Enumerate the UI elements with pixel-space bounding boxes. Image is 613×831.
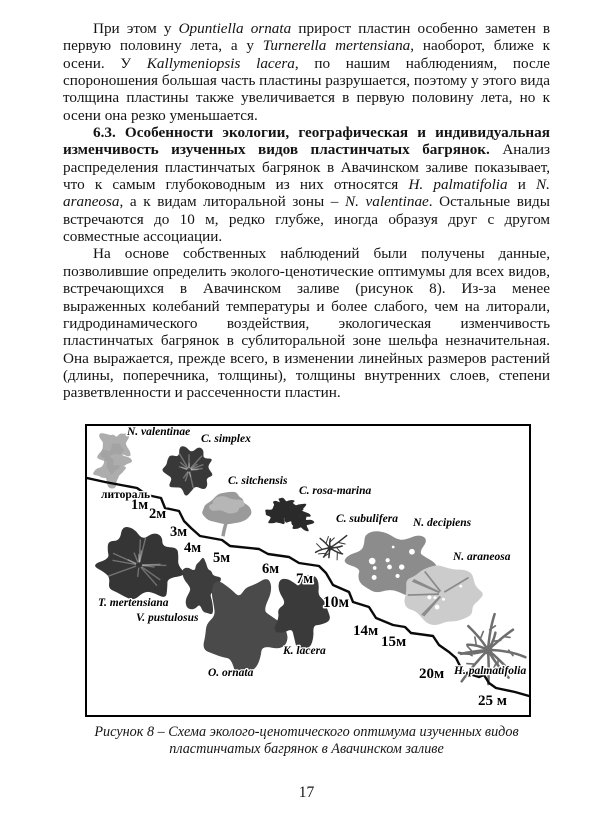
figure-caption-line-1: Рисунок 8 – Схема эколого-ценотического оптимума изученных видов [94, 724, 519, 740]
depth-label-4: 4м [184, 540, 202, 556]
paragraph-section-6-3-heading-and-text [63, 124, 550, 245]
figure-8 [85, 424, 531, 717]
text-run: Turnerella mertensiana [262, 37, 411, 55]
paragraph-growth-seasonality [63, 20, 550, 124]
alga-c-simplex-illustration [162, 446, 212, 495]
figure-caption-line-2: пластинчатых багрянок в Авачинском заливе [169, 741, 444, 757]
species-label-c-subulifera: C. subulifera [336, 513, 398, 525]
species-label-n-valentinae: N. valentinae [127, 426, 191, 438]
page-number: 17 [298, 784, 315, 801]
text-run: 6.3. Особенности экологии, географическая и индивидуальная изменчивость изученных видов пластинчатых багрянок. [63, 124, 550, 159]
alga-c-subulifera-illustration [316, 536, 347, 560]
depth-label-3: 3м [170, 524, 188, 540]
species-label-n-decipiens: N. decipiens [413, 517, 472, 529]
text-run: и [507, 176, 537, 194]
depth-label-14: 14м [353, 623, 379, 639]
species-label-n-araneosa: N. araneosa [453, 551, 511, 563]
species-label-c-sitchensis: C. sitchensis [228, 475, 288, 487]
species-label-c-simplex: C. simplex [201, 433, 251, 445]
text-run: прирост пластин особенно заметен в первую половину лета, а у [63, 20, 551, 55]
figure-8-depth-schematic [87, 426, 529, 715]
text-run: Анализ распределения пластинчатых багрянок в Авачинском заливе показывает, что к самым глубоководным из них относятся [63, 141, 550, 194]
depth-label-: литораль [101, 489, 151, 501]
text-run: H. palmatifolia [408, 176, 508, 194]
depth-label-7: 7м [296, 571, 314, 587]
species-label-o-ornata: O. ornata [208, 667, 254, 679]
species-label-k-lacera: K. lacera [283, 645, 326, 657]
alga-c-rosa-marina-illustration [265, 498, 314, 532]
species-label-h-palmatifolia: H. palmatifolia [454, 665, 527, 677]
text-run: , по нашим наблюдениям, после спороношения большая часть пластины разрушается, поэтому у этого вида толщина пластины также увеличивается в первую половину лета, но к осени она резко уменьшается. [63, 54, 551, 124]
text-run: Opuntiella ornata [178, 20, 292, 37]
species-label-v-pustulosus: V. pustulosus [136, 612, 199, 624]
body-text [63, 20, 550, 402]
alga-c-sitchensis-illustration [202, 492, 251, 536]
figure-caption [63, 724, 550, 758]
depth-label-10: 10м [323, 594, 350, 611]
text-run: При этом у [93, 20, 179, 37]
paragraph-ecological-optima [63, 245, 550, 401]
text-run: N. valentinae [345, 193, 429, 211]
depth-label-6: 6м [262, 561, 280, 577]
text-run: . Остальные виды встречаются до 10 м, редко глубже, иногда образуя друг с другом совместные ассоциации. [63, 193, 550, 246]
depth-label-1: 1м [131, 497, 149, 513]
text-run: , наоборот, ближе к осени. У [63, 37, 550, 72]
depth-label-2: 2м [149, 506, 167, 522]
text-run: На основе собственных наблюдений были получены данные, позволившие определить эколого-ценотические оптимумы для всех видов, встречающихся в Авачинском заливе (рисунок 8). Из-за менее выраженных колебаний температуры и более слабого, чем на литорали, гидродинамического воздействия, экологическая изменчивость пластинчатых багрянок в сублиторальной зоне шельфа незначительная. Она выражается, прежде всего, в изменении линейных размеров растений (длины, поперечника, толщины), толщины внутренних слоев, степени разветвленности и рассеченности пластин. [63, 245, 550, 402]
depth-label-25: 25 м [478, 693, 507, 709]
text-run: N. araneosa [63, 176, 550, 211]
depth-label-20: 20м [419, 666, 445, 682]
species-label-c-rosa-marina: C. rosa-marina [299, 485, 372, 497]
text-run: Kallymeniopsis lacera [146, 54, 295, 72]
species-label-t-mertensiana: T. mertensiana [98, 597, 169, 609]
depth-label-5: 5м [213, 550, 231, 566]
depth-label-15: 15м [381, 634, 407, 650]
text-run: , а к видам литоральной зоны – [119, 193, 345, 211]
